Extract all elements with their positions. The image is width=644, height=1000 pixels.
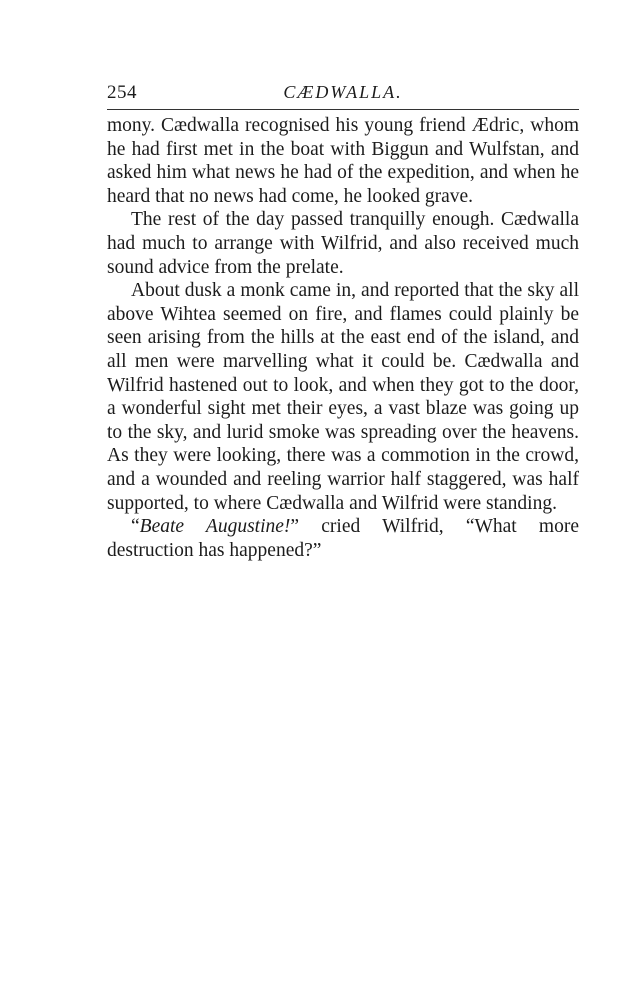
open-quote: “ [131,516,140,538]
body-text [107,114,579,562]
header-rule [107,109,579,110]
paragraph-1: mony. Cædwalla recognised his young friend Ædric, whom he had first met in the boat with Biggun and Wulfstan, and asked him what news he had of the expedition, and when he heard that no news had come, he looked grave. [107,115,579,207]
paragraph-2: The rest of the day passed tranquilly enough. Cædwalla had much to arrange with Wilfrid, and also received much sound advice from the prelate. [107,209,579,278]
book-page [107,78,579,562]
paragraph-3: About dusk a monk came in, and reported that the sky all above Wihtea seemed on fire, and flames could plainly be seen arising from the hills at the east end of the island, and all men were marvelling what it could be. Cædwalla and Wilfrid hastened out to look, and when they got to the door, a wonderful sight met their eyes, a vast blaze was going up to the sky, and lurid smoke was spreading over the heavens. As they were looking, there was a commotion in the crowd, and a wounded and reeling warrior half staggered, was half supported, to where Cædwalla and Wilfrid were standing. [107,280,579,514]
paragraph-4 [107,515,579,562]
paragraph-4-text: ” cried Wilfrid, “What more destruction has happened?” [107,516,579,561]
running-head [107,78,579,106]
italic-exclamation: Beate Augustine! [139,516,291,538]
running-title: CÆDWALLA. [283,82,403,102]
page-number: 254 [107,82,137,103]
